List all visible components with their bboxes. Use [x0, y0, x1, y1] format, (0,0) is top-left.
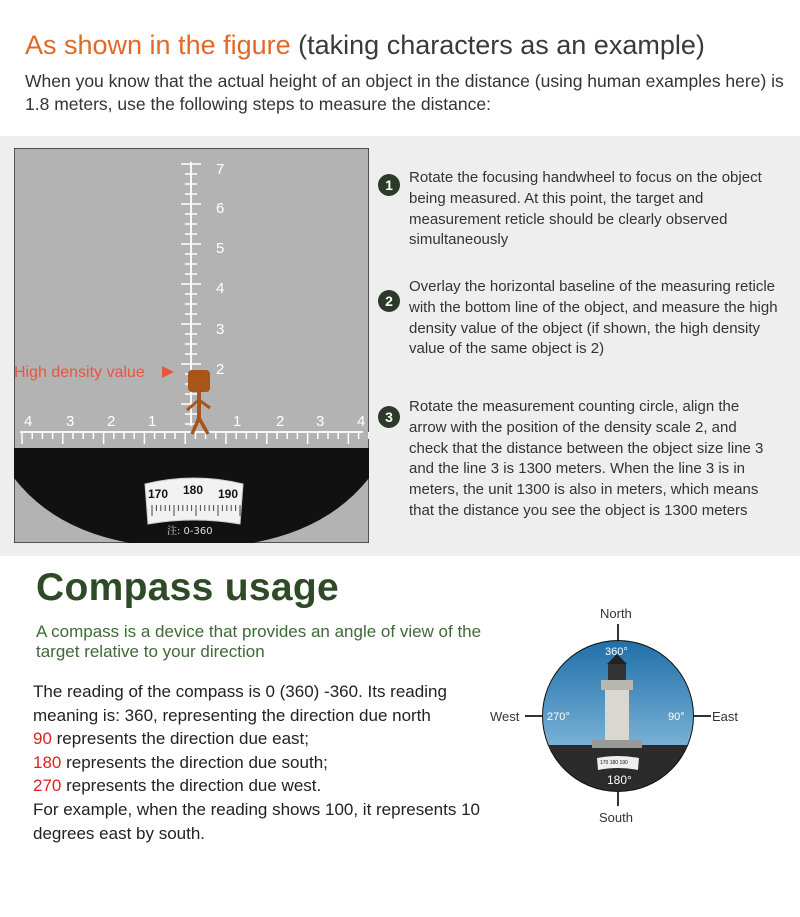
compass-title: Compass usage	[36, 566, 340, 609]
title-main: As shown in the figure	[25, 30, 291, 60]
compass-line-east: 90 represents the direction due east;	[33, 729, 309, 749]
htick-label: 3	[66, 413, 75, 430]
htick-label: 4	[357, 413, 366, 430]
vtick-label: 2	[216, 361, 225, 378]
vtick-label: 7	[216, 161, 225, 178]
high-density-callout: High density value	[14, 364, 145, 381]
vtick-label: 3	[216, 321, 225, 338]
title-paren: (taking characters as an example)	[290, 30, 705, 60]
htick-label: 1	[148, 413, 157, 430]
compass-example: For example, when the reading shows 100, it represents 10 degrees east by south.	[33, 799, 480, 843]
degree-left: 270°	[547, 711, 570, 723]
compass-line-south: 180 represents the direction due south;	[33, 752, 328, 772]
compass-description	[33, 680, 483, 845]
step-number: 1	[378, 174, 400, 196]
dial-number: 170	[148, 487, 169, 501]
htick-label: 4	[24, 413, 33, 430]
reading-180: 180	[33, 752, 62, 772]
dial-number: 180	[183, 483, 204, 497]
degree-top: 360°	[605, 646, 628, 658]
htick-label: 2	[107, 413, 116, 430]
degree-right: 90°	[668, 711, 685, 723]
label-east: East	[712, 709, 739, 724]
step-text: Rotate the measurement counting circle, align the arrow with the position of the density scale 2, and check that the distance between the object size line 3 and the line 3 is 1300 meters. When the line 3 is in meters, the unit 1300 is also in meters, which means that the distance you see the object is 1300 meters	[409, 398, 764, 519]
htick-label: 2	[276, 413, 285, 430]
vtick-label: 4	[216, 280, 225, 297]
compass-line1: The reading of the compass is 0 (360) -360. Its reading meaning is: 360, representing the direction due north	[33, 682, 447, 725]
reading-90: 90	[33, 729, 52, 749]
dial-number: 190	[218, 487, 239, 501]
step-number: 3	[378, 406, 400, 428]
step-text: Overlay the horizontal baseline of the measuring reticle with the bottom line of the object, and measure the high density value of the object (if shown, the high density value of the same object is 2)	[409, 278, 778, 358]
label-north: North	[600, 606, 632, 621]
intro-text: When you know that the actual height of an object in the distance (using human examples here) is 1.8 meters, use the following steps to measure the distance:	[25, 71, 784, 114]
compass-subtitle: A compass is a device that provides an angle of view of the target relative to your direction	[36, 622, 482, 661]
htick-label: 3	[316, 413, 325, 430]
step-text: Rotate the focusing handwheel to focus on the object being measured. At this point, the target and measurement reticle should be clearly observed simultaneously	[409, 169, 762, 249]
label-west: West	[490, 709, 520, 724]
vtick-label: 5	[216, 240, 225, 257]
label-south: South	[599, 810, 633, 825]
step-number: 2	[378, 290, 400, 312]
htick-label: 1	[233, 413, 242, 430]
compass-figure	[480, 600, 780, 835]
reading-270: 270	[33, 776, 62, 796]
mini-dial-text: 170 180 190	[600, 760, 628, 766]
reticle-figure	[14, 148, 369, 543]
dial-note: 注: 0-360	[167, 526, 213, 537]
compass-line-west: 270 represents the direction due west.	[33, 776, 322, 796]
page-title	[25, 30, 705, 61]
degree-bottom: 180°	[607, 773, 632, 787]
vtick-label: 6	[216, 200, 225, 217]
